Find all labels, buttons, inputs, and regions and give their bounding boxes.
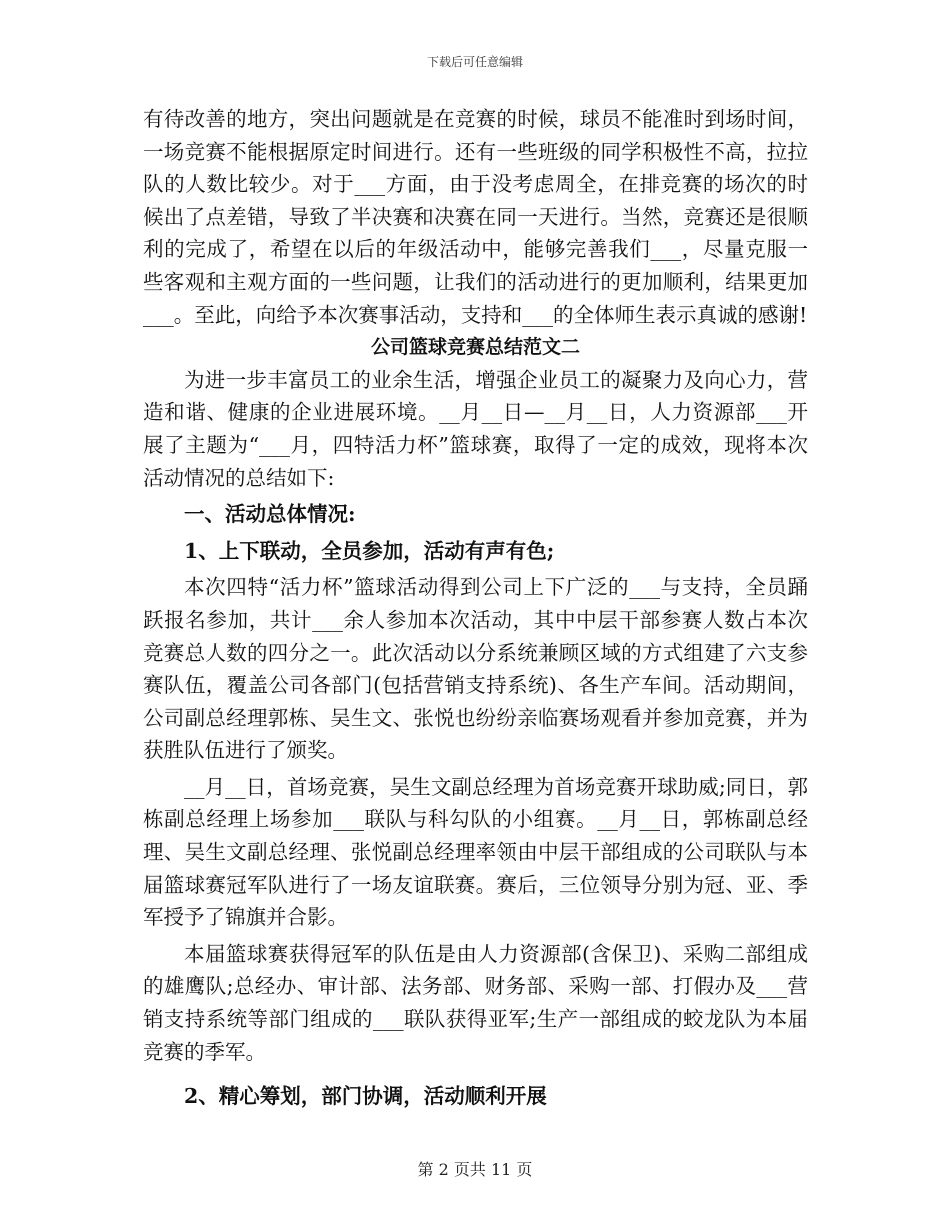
paragraph-3: 本届篮球赛获得冠军的队伍是由人力资源部(含保卫)、采购二部组成的雄鹰队;总经办、审计部、法务部、财务部、采购一部、打假办及___营销支持系统等部门组成的___联队获得亚军;生产一部组成的蛟龙队为本届竞赛的季军。 xyxy=(143,941,808,1064)
heading-overall: 一、活动总体情况: xyxy=(184,502,356,527)
paragraph-2: __月__日，首场竞赛，吴生文副总经理为首场竞赛开球助威;同日，郭栋副总经理上场参加___联队与科勾队的小组赛。__月__日，郭栋副总经理、吴生文副总经理、张悦副总经理率领由中层干部组成的公司联队与本届篮球赛冠军队进行了一场友谊联赛。赛后，三位领导分别为冠、亚、季军授予了锦旗并合影。 xyxy=(143,774,808,930)
page-header: 下载后可任意编辑 xyxy=(426,55,523,69)
paragraph-intro: 为进一步丰富员工的业余生活，增强企业员工的凝聚力及向心力，营造和谐、健康的企业进展环境。__月__日—__月__日，人力资源部___开展了主题为“___月，四特活力杯”篮球赛，取得了一定的成效，现将本次活动情况的总结如下: xyxy=(143,367,808,490)
paragraph-1: 本次四特“活力杯”篮球活动得到公司上下广泛的___与支持，全员踊跃报名参加，共计___余人参加本次活动，其中中层干部参赛人数占本次竞赛总人数的四分之一。此次活动以分系统兼顾区域的方式组建了六支参赛队伍，覆盖公司各部门(包括营销支持系统)、各生产车间。活动期间，公司副总经理郭栋、吴生文、张悦也纷纷亲临赛场观看并参加竞赛，并为获胜队伍进行了颁奖。 xyxy=(143,575,808,763)
document-body xyxy=(143,103,808,1113)
heading-subsection-1: 1、上下联动，全员参加，活动有声有色; xyxy=(184,538,555,563)
section-title: 公司篮球竞赛总结范文二 xyxy=(370,336,580,359)
heading-subsection-2: 2、精心筹划，部门协调，活动顺利开展 xyxy=(184,1084,547,1109)
page-footer: 第 2 页共 11 页 xyxy=(417,1160,533,1179)
paragraph-continued: 有待改善的地方，突出问题就是在竞赛的时候，球员不能准时到场时间，一场竞赛不能根据原定时间进行。还有一些班级的同学积极性不高，拉拉队的人数比较少。对于___方面，由于没考虑周全，在排竞赛的场次的时候出了点差错，导致了半决赛和决赛在同一天进行。当然，竞赛还是很顺利的完成了，希望在以后的年级活动中，能够完善我们___，尽量克服一些客观和主观方面的一些问题，让我们的活动进行的更加顺利，结果更加___。至此，向给予本次赛事活动，支持和___的全体师生表示真诚的感谢! xyxy=(143,107,808,327)
